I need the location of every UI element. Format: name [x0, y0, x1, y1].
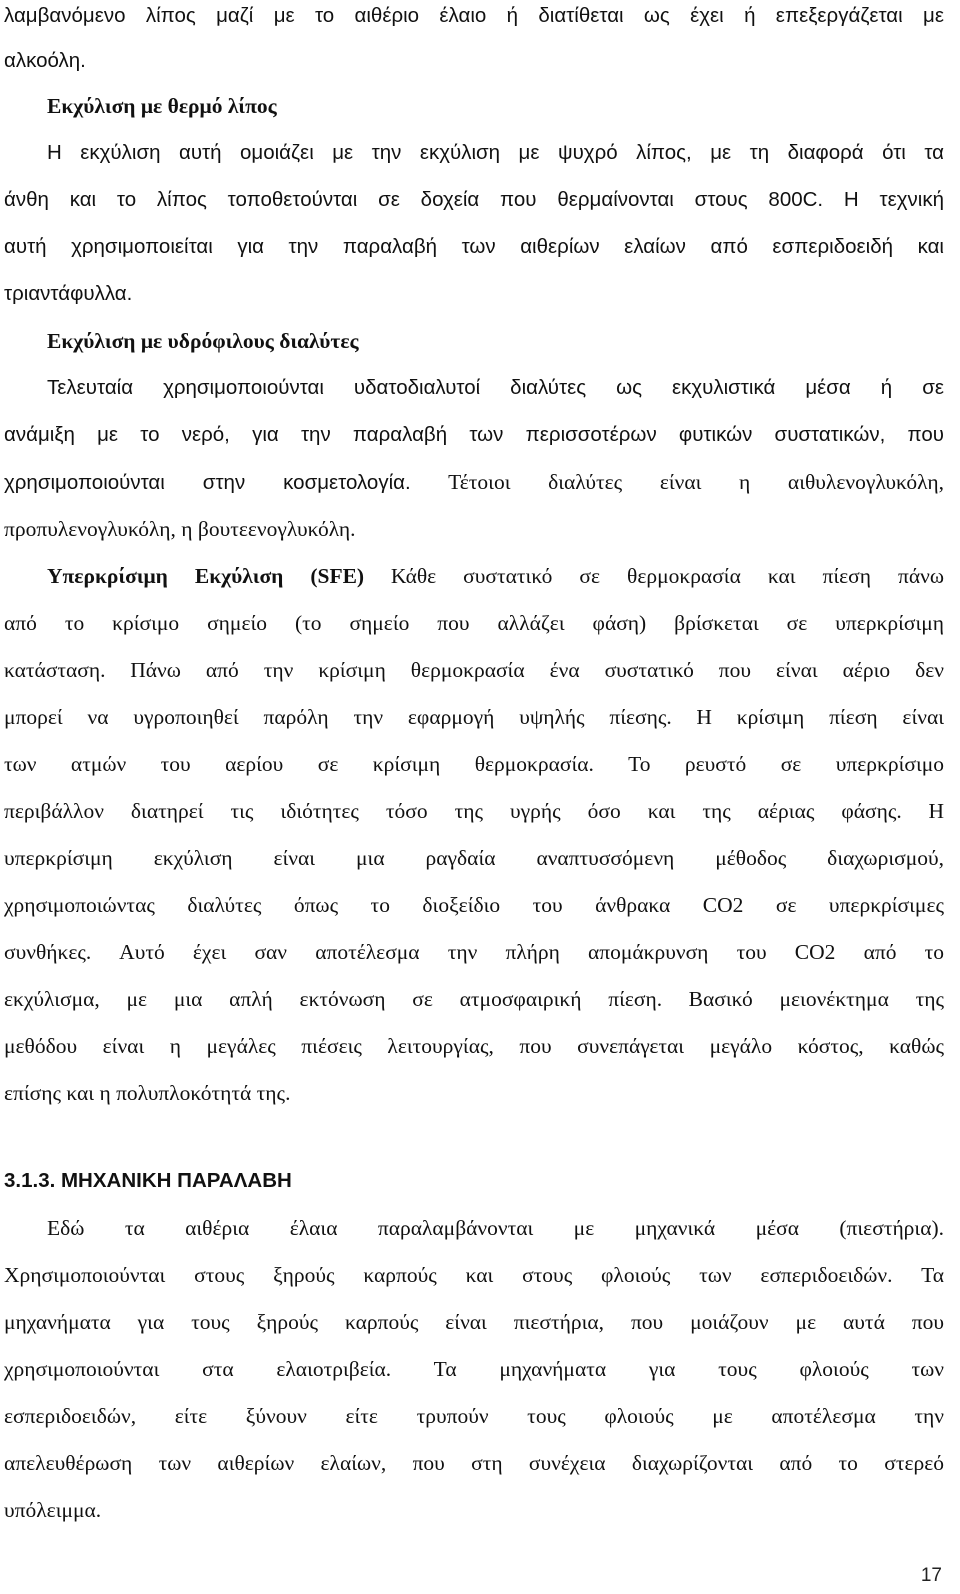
- body-line: [4, 468, 944, 497]
- body-text: χρησιμοποιούνται στα ελαιοτριβεία.: [4, 1357, 392, 1381]
- body-text: κατάσταση.: [4, 658, 106, 682]
- body-line: υπόλειμμα.: [4, 1498, 102, 1522]
- page-number: 17: [920, 1565, 942, 1586]
- body-line: προπυλενογλυκόλη, η βουτεενογλυκόλη.: [4, 517, 356, 541]
- section-heading-mechanical-extraction: 3.1.3. ΜΗΧΑΝΙΚΗ ΠΑΡΑΛΑΒΗ: [4, 1169, 292, 1192]
- body-line: [4, 703, 944, 732]
- body-text: Βασικό μειονέκτημα της: [688, 987, 944, 1011]
- body-line: ανάμιξη με το νερό, για την παραλαβή των περισσοτέρων φυτικών συστατικών, που: [4, 423, 944, 446]
- body-line: [4, 656, 944, 685]
- body-text: Το ρευστό σε υπερκρίσιμο: [628, 752, 945, 776]
- body-text: Κάθε συστατικό σε θερμοκρασία και πίεση πάνω: [390, 564, 944, 588]
- body-line: τριαντάφυλλα.: [4, 282, 133, 305]
- body-line: από το κρίσιμο σημείο (το σημείο που αλλάζει φάση) βρίσκεται σε υπερκρίσιμη: [4, 611, 944, 635]
- body-line: [4, 797, 944, 826]
- body-text: Η κρίσιμη πίεση είναι: [696, 705, 944, 729]
- body-text: Τα μηχανήματα για τους φλοιούς των: [433, 1357, 945, 1381]
- body-text: Τα: [921, 1263, 945, 1287]
- body-text: συνθήκες.: [4, 940, 92, 964]
- body-line: αυτή χρησιμοποιείται για την παραλαβή των αιθερίων ελαίων από εσπεριδοειδή και: [4, 235, 944, 258]
- body-line: Τελευταία χρησιμοποιούνται υδατοδιαλυτοί διαλύτες ως εκχυλιστικά μέσα ή σε: [47, 376, 944, 399]
- body-line: υπερκρίσιμη εκχύλιση είναι μια ραγδαία αναπτυσσόμενη μέθοδος διαχωρισμού,: [4, 846, 944, 870]
- body-line: [4, 1355, 944, 1384]
- body-line: [4, 985, 944, 1014]
- body-line: [4, 750, 944, 779]
- body-text: Αυτό έχει σαν αποτέλεσμα την πλήρη απομάκρυνση του CO2 από το: [119, 940, 944, 964]
- body-text: Τέτοιοι διαλύτες είναι η αιθυλενογλυκόλη,: [448, 470, 944, 494]
- body-text: περιβάλλον διατηρεί τις ιδιότητες τόσο της υγρής όσο και της αέριας φάσης.: [4, 799, 902, 823]
- body-line: [4, 938, 944, 967]
- body-line: αλκοόλη.: [4, 49, 86, 72]
- body-line: επίσης και η πολυπλοκότητά της.: [4, 1081, 291, 1105]
- body-line: μεθόδου είναι η μεγάλες πιέσεις λειτουργίας, που συνεπάγεται μεγάλο κόστος, καθώς: [4, 1034, 944, 1058]
- body-text: χρησιμοποιούνται στην κοσμετολογία.: [4, 471, 411, 494]
- body-line: μηχανήματα για τους ξηρούς καρπούς είναι πιεστήρια, που μοιάζουν με αυτά που: [4, 1310, 944, 1334]
- body-text: εκχύλισμα, με μια απλή εκτόνωση σε ατμοσφαιρική πίεση.: [4, 987, 663, 1011]
- body-text: μπορεί να υγροποιηθεί παρόλη την εφαρμογή υψηλής πίεσης.: [4, 705, 672, 729]
- body-line: Εδώ τα αιθέρια έλαια παραλαμβάνονται με μηχανικά μέσα (πιεστήρια).: [47, 1216, 944, 1240]
- body-line: χρησιμοποιώντας διαλύτες όπως το διοξείδιο του άνθρακα CO2 σε υπερκρίσιμες: [4, 893, 944, 917]
- body-text: Η: [928, 799, 944, 823]
- section-heading-hot-fat-extraction: Εκχύλιση με θερμό λίπος: [47, 94, 277, 118]
- body-text: των ατμών του αερίου σε κρίσιμη θερμοκρασία.: [4, 752, 594, 776]
- body-line: λαμβανόμενο λίπος μαζί με το αιθέριο έλαιο ή διατίθεται ως έχει ή επεξεργάζεται με: [4, 4, 944, 27]
- body-line: [47, 562, 944, 591]
- section-heading-hydrophilic-solvents: Εκχύλιση με υδρόφιλους διαλύτες: [47, 329, 359, 353]
- body-text: Χρησιμοποιούνται στους ξηρούς καρπούς και στους φλοιούς των εσπεριδοειδών.: [4, 1263, 893, 1287]
- body-line: [4, 1261, 944, 1290]
- body-line: εσπεριδοειδών, είτε ξύνουν είτε τρυπούν τους φλοιούς με αποτέλεσμα την: [4, 1404, 944, 1428]
- body-line: Η εκχύλιση αυτή ομοιάζει με την εκχύλιση με ψυχρό λίπος, με τη διαφορά ότι τα: [47, 141, 944, 164]
- body-line: άνθη και το λίπος τοποθετούνται σε δοχεία που θερμαίνονται στους 800C. Η τεχνική: [4, 188, 944, 211]
- body-line: απελευθέρωση των αιθερίων ελαίων, που στη συνέχεια διαχωρίζονται από το στερεό: [4, 1451, 944, 1475]
- body-text: Πάνω από την κρίσιμη θερμοκρασία ένα συστατικό που είναι αέριο δεν: [130, 658, 945, 682]
- section-heading-supercritical-extraction: Υπερκρίσιμη Εκχύλιση (SFE): [47, 564, 365, 588]
